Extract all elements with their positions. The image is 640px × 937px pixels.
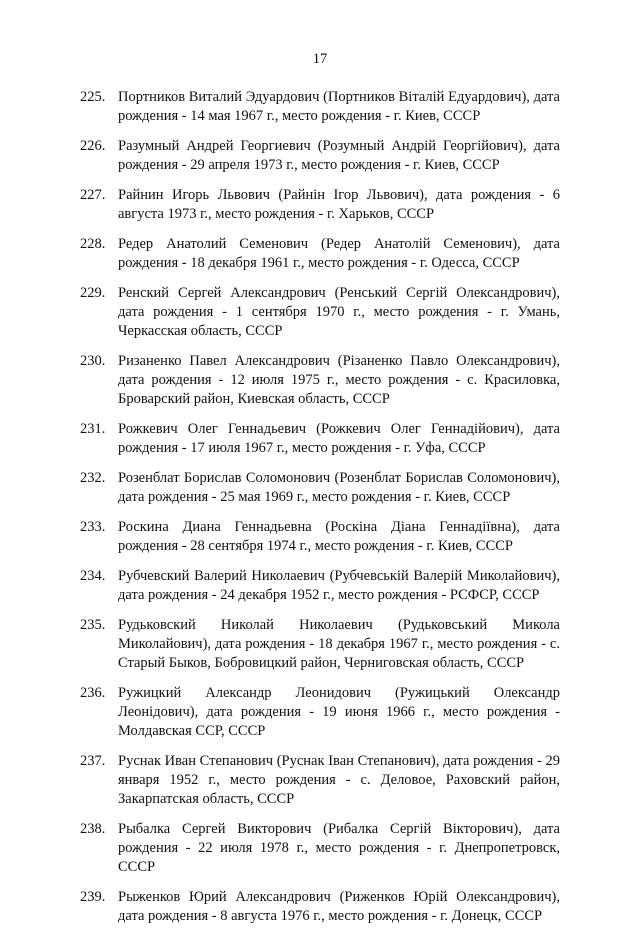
entry-text: Райнин Игорь Львович (Райнін Ігор Львович), дата рождения - 6 августа 1973 г., место рождения - г. Харьков, СССР [118, 187, 560, 222]
entry-number: 231. [80, 421, 106, 437]
entry-text: Разумный Андрей Георгиевич (Розумный Андрій Георгійович), дата рождения - 29 апреля 1973 г., место рождения - г. Киев, СССР [118, 138, 560, 173]
entry-number: 227. [80, 187, 106, 203]
entry-number: 238. [80, 821, 106, 837]
entry-number: 230. [80, 353, 106, 369]
page-number: 17 [312, 51, 328, 67]
entry-text: Портников Виталий Эдуардович (Портников Віталій Едуардович), дата рождения - 14 мая 1967 г., место рождения - г. Киев, СССР [118, 89, 560, 124]
entry-number: 228. [80, 236, 106, 252]
entry-text: Рудьковский Николай Николаевич (Рудьковський Микола Миколайович), дата рождения - 18 декабря 1967 г., место рождения - с. Старый Быков, Бобровицкий район, Черниговская область, СССР [118, 617, 560, 671]
entry-list [80, 88, 560, 937]
list-item [80, 352, 560, 409]
entry-number: 226. [80, 138, 106, 154]
list-item [80, 137, 560, 175]
entry-text: Руснак Иван Степанович (Руснак Іван Степанович), дата рождения - 29 января 1952 г., место рождения - с. Деловое, Раховский район, Закарпатская область, СССР [118, 753, 560, 807]
entry-text: Ренский Сергей Александрович (Ренський Сергій Олександрович), дата рождения - 1 сентября 1970 г., место рождения - г. Умань, Черкасская область, СССР [118, 285, 560, 339]
list-item [80, 469, 560, 507]
entry-text: Рожкевич Олег Геннадьевич (Рожкевич Олег Геннадійович), дата рождения - 17 июля 1967 г., место рождения - г. Уфа, СССР [118, 421, 560, 456]
list-item [80, 567, 560, 605]
entry-text: Рыбалка Сергей Викторович (Рибалка Сергій Вікторович), дата рождения - 22 июля 1978 г., место рождения - г. Днепропетровск, СССР [118, 821, 560, 875]
list-item [80, 752, 560, 809]
list-item [80, 284, 560, 341]
entry-number: 237. [80, 753, 106, 769]
entry-number: 233. [80, 519, 106, 535]
entry-text: Рубчевский Валерий Николаевич (Рубчевській Валерій Миколайович), дата рождения - 24 декабря 1952 г., место рождения - РСФСР, СССР [118, 568, 560, 603]
entry-text: Розенблат Борислав Соломонович (Розенблат Борислав Соломонович), дата рождения - 25 мая 1969 г., место рождения - г. Киев, СССР [118, 470, 560, 505]
list-item [80, 235, 560, 273]
list-item [80, 186, 560, 224]
list-item [80, 518, 560, 556]
entry-number: 239. [80, 889, 106, 905]
list-item [80, 420, 560, 458]
list-item [80, 684, 560, 741]
entry-number: 225. [80, 89, 106, 105]
entry-text: Роскина Диана Геннадьевна (Роскіна Діана Геннадіївна), дата рождения - 28 сентября 1974 г., место рождения - г. Киев, СССР [118, 519, 560, 554]
list-item [80, 820, 560, 877]
entry-text: Редер Анатолий Семенович (Редер Анатолій Семенович), дата рождения - 18 декабря 1961 г., место рождения - г. Одесса, СССР [118, 236, 560, 271]
entry-text: Ризаненко Павел Александрович (Різаненко Павло Олександрович), дата рождения - 12 июля 1975 г., место рождения - с. Красиловка, Броварский район, Киевская область, СССР [118, 353, 560, 407]
entry-number: 232. [80, 470, 106, 486]
entry-number: 236. [80, 685, 106, 701]
entry-number: 229. [80, 285, 106, 301]
entry-number: 235. [80, 617, 106, 633]
list-item [80, 616, 560, 673]
entry-text: Ружицкий Александр Леонидович (Ружицький Олександр Леонідович), дата рождения - 19 июня 1966 г., место рождения - Молдавская ССР, СССР [118, 685, 560, 739]
entry-text: Рыженков Юрий Александрович (Риженков Юрій Олександрович), дата рождения - 8 августа 1976 г., место рождения - г. Донецк, СССР [118, 889, 560, 924]
list-item [80, 88, 560, 126]
list-item [80, 888, 560, 926]
entry-number: 234. [80, 568, 106, 584]
